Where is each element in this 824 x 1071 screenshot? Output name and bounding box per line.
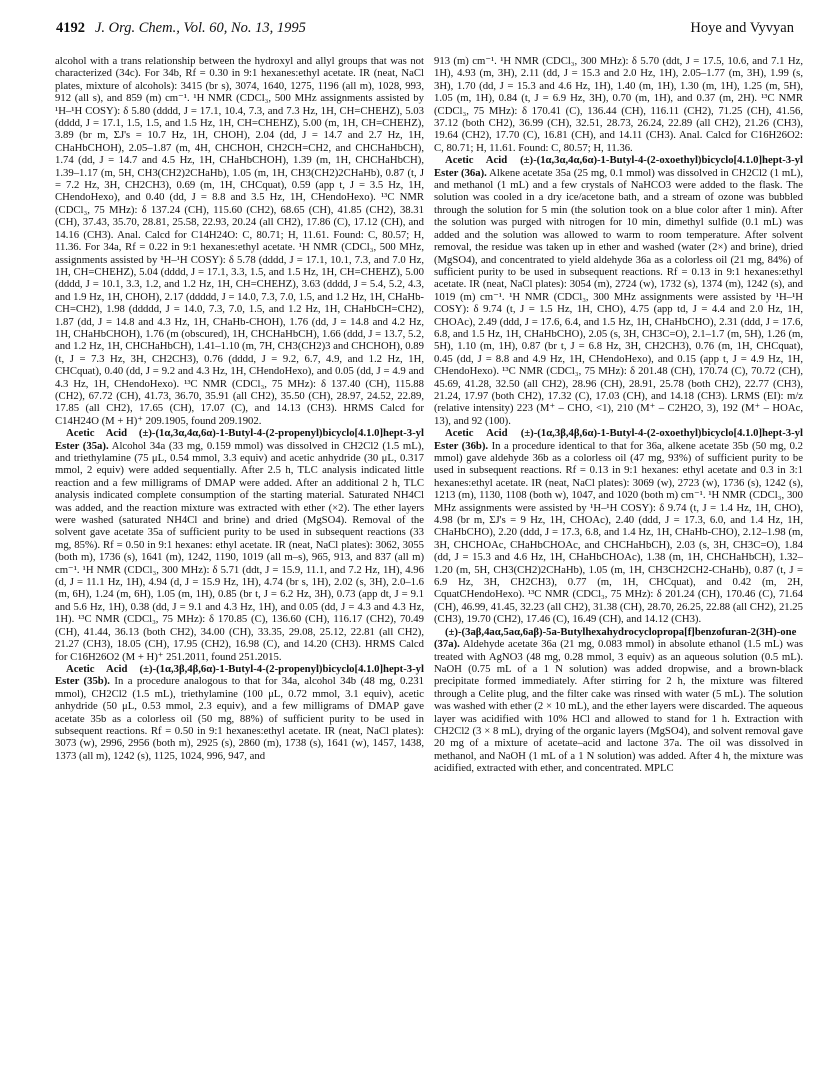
- right-column: [434, 55, 803, 1065]
- paragraph-36a: Alkene acetate 35a (25 mg, 0.1 mmol) was dissolved in CH2Cl2 (1 mL), and methanol (1 mL) and a few crystals of NaHCO3 were added to the flask. The solution was cooled in a dry ice/acetone bath, and a stream of ozone was bubbled through the solution for 5 min (the solution took on a blue color after 1 min). After the solution was purged with nitrogen for 10 min, dimethyl sulfide (0.1 mL) was added and the solution was allowed to warm to room temperature. After solvent removal, the residue was taken up in ether and washed (water (2×) and brine), dried (MgSO4), and concentrated to yield aldehyde 36a as a colorless oil (21 mg, 84%) of sufficient purity to be used in subsequent reactions. Rf = 0.13 in 9:1 hexanes:ethyl acetate. IR (neat, NaCl plates): 3054 (m), 2724 (w), 1732 (s), 1374 (m), 1242 (s), and 1019 (m) cm⁻¹. ¹H NMR (CDCl₃, 300 MHz assignments were assisted by ¹H–¹H COSY): δ 9.74 (t, J = 1.5 Hz, 1H, CHO), 4.75 (app td, J = 4.4 and 2.0 Hz, 1H, CHOAc), 2.49 (ddd, J = 17.6, 6.4, and 1.5 Hz, 1H, CHaHbCHO), 2.31 (ddd, J = 17.6, 6.8, and 1.5 Hz, 1H, CHaHbCHO), 2.05 (s, 3H, CH3C=O), 2.1–1.7 (m, 5H), 1.26 (m, 5H), 1.10 (m, 1H), 0.87 (br t, J = 6.8 Hz, 3H, CH2CH3), 0.76 (m, 1H, CHCquat), 0.45 (dd, J = 8.8 and 4.9 Hz, 1H, CHendoHexo), and 0.15 (app t, J = 4.9 Hz, 1H, CHendoHexo). ¹³C NMR (CDCl₃, 75 MHz): δ 201.48 (CH), 170.74 (C), 70.72 (CH), 45.69, 41.28, 32.50 (all CH2), 28.96 (CH), 28.91, 25.78 (both CH2), 22.77 (CH3), 21.24, 17.97 (both CH2), 17.32 (C), 17.03 (CH), and 14.18 (CH3). LRMS (EI): m/z (relative intensity) 223 (M⁺ – CHO, <1), 210 (M⁺ – C2H2O, 3), 192 (M⁺ – HOAc, 13), and 92 (100).: [434, 166, 803, 427]
- heading-36b: Acetic Acid (±)-(1α,3β,4β,6α)-1-Butyl-4-(2-oxoethyl)bicyclo[4.1.0]hept-3-yl Ester (36b).: [434, 427, 803, 452]
- heading-36a: Acetic Acid (±)-(1α,3α,4α,6α)-1-Butyl-4-(2-oxoethyl)bicyclo[4.1.0]hept-3-yl Ester (36a).: [434, 154, 803, 179]
- section-37a: [434, 626, 803, 775]
- paragraph-36b: In a procedure identical to that for 36a, alkene acetate 35b (50 mg, 0.2 mmol) gave aldehyde 36b as a colorless oil (47 mg, 93%) of sufficient purity to be used in subsequent reactions. Rf = 0.13 in 9:1 hexanes: ethyl acetate and 0.3 in 3:1 hexanes:ethyl acetate. IR (neat, NaCl plates): 3069 (w), 2723 (w), 1736 (s), 1242 (s), 1213 (m), 1130, 1108 (both w), 1047, and 1020 (both m) cm⁻¹. ¹H NMR (CDCl₃, 300 MHz assignments were assisted by ¹H–¹H COSY): δ 9.74 (t, J = 1.4 Hz, 1H, CHO), 4.98 (br m, ΣJ's = 9 Hz, 1H, CHOAc), 2.40 (ddd, J = 17.3, 6.0, and 1.4 Hz, 1H, CHaHbCHO), 2.20 (ddd, J = 17.3, 6.8, and 1.4 Hz, 1H, CHaHb-CHO), 2.12–1.98 (m, 3H, CHCHOAc, CHaHbCHOAc, and CHCHaHbCH), 2.03 (s, 3H, CH3C=O), 1.84 (dd, J = 15.3 and 4.6 Hz, 1H, CHaHbCHOAc), 1.38 (m, 1H, CHCHaHbCH), 1.32–1.20 (m, 5H, CH3(CH2)2CHaHb), 1.05 (m, 1H, CH3CH2CH2-CHaHb), 0.87 (t, J = 6.9 Hz, 3H, CH2CH3), 0.77 (m, 1H, CHCquat), and 0.42 (m, 2H, CquatCHendoHexo). ¹³C NMR (CDCl₃, 75 MHz): δ 201.24 (CH), 170.46 (C), 71.64 (CH), 46.99, 41.45, 32.23 (all CH2), 31.38 (CH), 28.70, 26.25, 22.88 (all CH2), 21.25 (CH3), 19.70 (CH2), 17.46 (C), 16.49 (CH), and 14.12 (CH3).: [434, 439, 803, 626]
- paragraph-35a: Alcohol 34a (33 mg, 0.159 mmol) was dissolved in CH2Cl2 (1.5 mL), and triethylamine (75 μL, 0.54 mmol, 3.3 equiv) and acetic anhydride (30 μL, 0.317 mmol, 2 equiv) were added sequentially. After 2.5 h, TLC analysis indicated little reaction and a few milligrams of DMAP were added. After an additional 2 h, TLC analysis indicated complete consumption of the starting material. Saturated NH4Cl was added, and the reaction mixture was extracted with ether (×2). The ether layers were washed (saturated NH4Cl and brine) and dried (MgSO4). Removal of the solvent gave acetate 35a of sufficient purity to be used in subsequent reactions (33 mg, 85%). Rf = 0.50 in 9:1 hexanes: ethyl acetate. IR (neat, NaCl plates): 3062, 3055 (both m), 1736 (s), 1641 (m), 1242, 1190, 1019 (all m–s), 965, 913, and 837 (all m) cm⁻¹. ¹H NMR (CDCl₃, 300 MHz): δ 5.71 (ddt, J = 15.9, 11.1, and 7.2 Hz, 1H), 4.96 (d, J = 11.1 Hz, 1H), 4.94 (d, J = 15.9 Hz, 1H), 4.74 (br s, 1H), 2.02 (s, 3H), 2.0–1.6 (m, 6H), 1.24 (m, 6H), 1.05 (m, 1H), 0.85 (br t, J = 6.2 Hz, 3H), 0.73 (app dt, J = 9.1 and 5.6 Hz, 1H), 0.38 (dd, J = 9.1 and 4.3 Hz, 1H), and 0.05 (dd, J = 4.3 and 4.3 Hz, 1H). ¹³C NMR (CDCl₃, 75 MHz): δ 170.85 (C), 136.60 (CH), 116.17 (CH2), 70.49 (CH), 41.44, 36.13 (both CH2), 34.00 (CH), 33.35, 29.08, 25.12, 22.81 (all CH2), 21.27 (CH3), 18.05 (CH), 17.95 (CH2), 16.98 (C), and 14.20 (CH3). HRMS Calcd for C16H26O2 (M + H)⁺ 251.2011, found 251.2015.: [55, 439, 424, 663]
- section-35a: [55, 427, 424, 663]
- heading-35b: Acetic Acid (±)-(1α,3β,4β,6α)-1-Butyl-4-(2-propenyl)bicyclo[4.1.0]hept-3-yl Ester (35b).: [55, 662, 424, 688]
- journal-citation: J. Org. Chem., Vol. 60, No. 13, 1995: [95, 20, 306, 36]
- section-35b: [55, 663, 424, 762]
- paragraph-37a: Aldehyde acetate 36a (21 mg, 0.083 mmol) in absolute ethanol (1.5 mL) was treated with AgNO3 (48 mg, 0.28 mmol, 3 equiv) as an aqueous solution (0.5 mL). NaOH (0.75 mL of a 1 N solution) was added dropwise, and a brown-black precipitate formed immediately. After stirring for 2 h, the mixture was filtered through a Celite plug, and the filter cake was rinsed with water (5 mL). The solution was washed with ether (2 × 10 mL), and the ether layers were discarded. The aqueous layer was acidified with 10% HCl and allowed to stand for 1 h. Extraction with CH2Cl2 (3 × 8 mL), drying of the organic layers (MgSO4), and solvent removal gave 20 mg of a mixture of acetate–acid and lactone 37a. The oil was dissolved in methanol, and NaOH (1 mL of a 1 N solution) was added. After 4 h, the mixture was acidified, extracted with ether, and concentrated. MPLC: [434, 638, 803, 775]
- heading-35a: Acetic Acid (±)-(1α,3α,4α,6α)-1-Butyl-4-(2-propenyl)bicyclo[4.1.0]hept-3-yl Ester (35a).: [55, 427, 424, 452]
- paragraph-34b-characterization: alcohol with a trans relationship between the hydroxyl and allyl groups that was not characterized (34c). For 34b, Rf = 0.30 in 9:1 hexanes:ethyl acetate. IR (neat, NaCl plates, mixture of alcohols): 3415 (br s), 3074, 1640, 1275, 1196 (all m), 1028, 993, 912 (all s), and 859 (m) cm⁻¹. ¹H NMR (CDCl₃, 500 MHz assignments assisted by ¹H–¹H COSY): δ 5.80 (dddd, J = 17.1, 10.4, 7.3, and 7.3 Hz, 1H, CH=CHEHZ), 5.03 (dddd, J = 17.1, 1.5, 1.5, and 1.5 Hz, 1H, CH=CHEHZ), 5.00 (m, 1H, CH=CHEHZ), 3.89 (br m, ΣJ's = 10.7 Hz, 1H, CHOH), 2.04 (dd, J = 14.7 and 2.7 Hz, 1H, CHaHbCHOH), 2.05–1.87 (m, 4H, CHCHOH, CH2CH=CH2, and CHCHaHbCH), 1.74 (dd, J = 14.7 and 4.5 Hz, 1H, CHaHbCHOH), 1.39 (m, 1H, CHCHaHbCH), 1.39–1.17 (m, 5H, CH3(CH2)2CHaHb), 1.05 (m, 1H, CH3(CH2)2CHaHb), 0.87 (t, J = 7.2 Hz, 3H, CH2CH3), 0.69 (m, 1H, CHCquat), 0.59 (app t, J = 3.5 Hz, 1H, CHendoHexo), and 0.40 (dd, J = 8.8 and 3.5 Hz, 1H, CHendoHexo). ¹³C NMR (CDCl₃, 75 MHz): δ 137.24 (CH), 115.60 (CH2), 68.65 (CH), 41.85 (CH2), 38.31 (CH), 37.43, 35.70, 28.81, 25.58, 22.93, 20.24 (all CH2), 17.86 (C), 17.12 (CH), and 14.16 (CH3). Anal. Calcd for C14H24O: C, 80.71; H, 11.61. Found: C, 80.57; H, 11.36. For 34a, Rf = 0.22 in 9:1 hexanes:ethyl acetate. ¹H NMR (CDCl₃, 500 MHz, assignments assisted by ¹H–¹H COSY): δ 5.78 (dddd, J = 17.1, 10.1, 7.3, and 7.0 Hz, 1H, CH=CHEHZ), 5.04 (dddd, J = 17.1, 3.3, 1.5, and 1.5 Hz, 1H, CH=CHEHZ), 5.00 (dddd, J = 10.1, 3.3, 1.2, and 1.2 Hz, 1H, CH=CHEHZ), 3.63 (dddd, J = 5.4, 5.2, 4.3, and 1.9 Hz, 1H, CHOH), 2.17 (ddddd, J = 14.0, 7.3, 7.0, 1.5, and 1.2 Hz, 1H, CHaHb-CH=CH2), 1.98 (ddddd, J = 14.0, 7.3, 7.0, 1.5, and 1.2 Hz, 1H, CHaHbCH=CH2), 1.87 (dd, J = 14.8 and 4.3 Hz, 1H, CHaHb-CHOH), 1.76 (dd, J = 14.8 and 4.2 Hz, 1H, CHaHbCHOH), 1.76 (m (obscured), 1H, CHCHaHbCH), 1.66 (ddd, J = 13.7, 5.2, and 1.2 Hz, 1H, CHCHaHbCH), 1.41–1.10 (m, 7H, CH3(CH2)3 and CHCHOH), 0.89 (t, J = 7.3 Hz, 3H, CH2CH3), 0.76 (dddd, J = 9.2, 6.7, 4.9, and 1.2 Hz, 1H, CHCquat), 0.40 (dd, J = 9.2 and 4.3 Hz, 1H, CHendoHexo), and 0.05 (dd, J = 4.9 and 4.3 Hz, 1H, CHendoHexo). ¹³C NMR (CDCl₃, 75 MHz): δ 137.40 (CH), 115.88 (CH2), 67.72 (CH), 41.73, 36.70, 35.91 (all CH2), 35.50 (CH), 28.97, 24.52, 22.89, 17.85 (all CH2), 17.65 (CH), 17.07 (C), and 14.13 (CH3). HRMS Calcd for C14H24O (M + H)⁺ 209.1905, found 209.1902.: [55, 55, 424, 427]
- page-number: 4192: [56, 20, 85, 36]
- paragraph-35b: In a procedure analogous to that for 34a, alcohol 34b (48 mg, 0.231 mmol), CH2Cl2 (1.5 mL), triethylamine (100 μL, 0.72 mmol, 3.1 equiv), acetic anhydride (50 μL, 0.53 mmol, 2.3 equiv), and a few milligrams of DMAP gave acetate 35b as a colorless oil (50 mg, 88%) of sufficient purity to be used in subsequent reactions. Rf = 0.50 in 9:1 hexanes:ethyl acetate. IR (neat, NaCl plates): 3073 (w), 2996, 2956 (both m), 2925 (s), 2860 (m), 1738 (s), 1641 (w), 1457, 1438, 1373 (all m), 1242 (s), 1125, 1024, 996, 947, and: [55, 675, 424, 762]
- running-header: [56, 20, 794, 42]
- paragraph-35b-continued: 913 (m) cm⁻¹. ¹H NMR (CDCl₃, 300 MHz): δ 5.70 (ddt, J = 17.5, 10.6, and 7.1 Hz, 1H), 4.93 (m, 3H), 2.11 (dd, J = 15.3 and 2.0 Hz, 1H), 2.05–1.77 (m, 3H), 1.99 (s, 3H), 1.70 (dd, J = 15.3 and 4.6 Hz, 1H), 1.40 (m, 1H), 1.30 (m, 1H), 1.25 (m, 5H), 1.05 (m, 1H), 0.84 (t, J = 6.9 Hz, 3H), 0.70 (m, 1H), and 0.37 (m, 2H). ¹³C NMR (CDCl₃, 75 MHz): δ 170.41 (C), 136.44 (CH), 116.11 (CH2), 71.25 (CH), 41.56, 37.12 (both CH2), 36.99 (CH), 32.51, 28.73, 26.24, 22.89 (all CH2), 21.26 (CH3), 19.64 (CH2), 17.70 (C), 16.81 (CH), and 14.11 (CH3). Anal. Calcd for C16H26O2: C, 80.71; H, 11.61. Found: C, 80.57; H, 11.36.: [434, 55, 803, 154]
- section-36b: [434, 427, 803, 626]
- running-authors: Hoye and Vyvyan: [690, 20, 794, 36]
- section-36a: [434, 154, 803, 427]
- heading-37a: (±)-(3aβ,4aα,5aα,6aβ)-5a-Butylhexahydrocyclopropa[f]benzofuran-2(3H)-one (37a).: [434, 625, 797, 651]
- left-column: [55, 55, 424, 1065]
